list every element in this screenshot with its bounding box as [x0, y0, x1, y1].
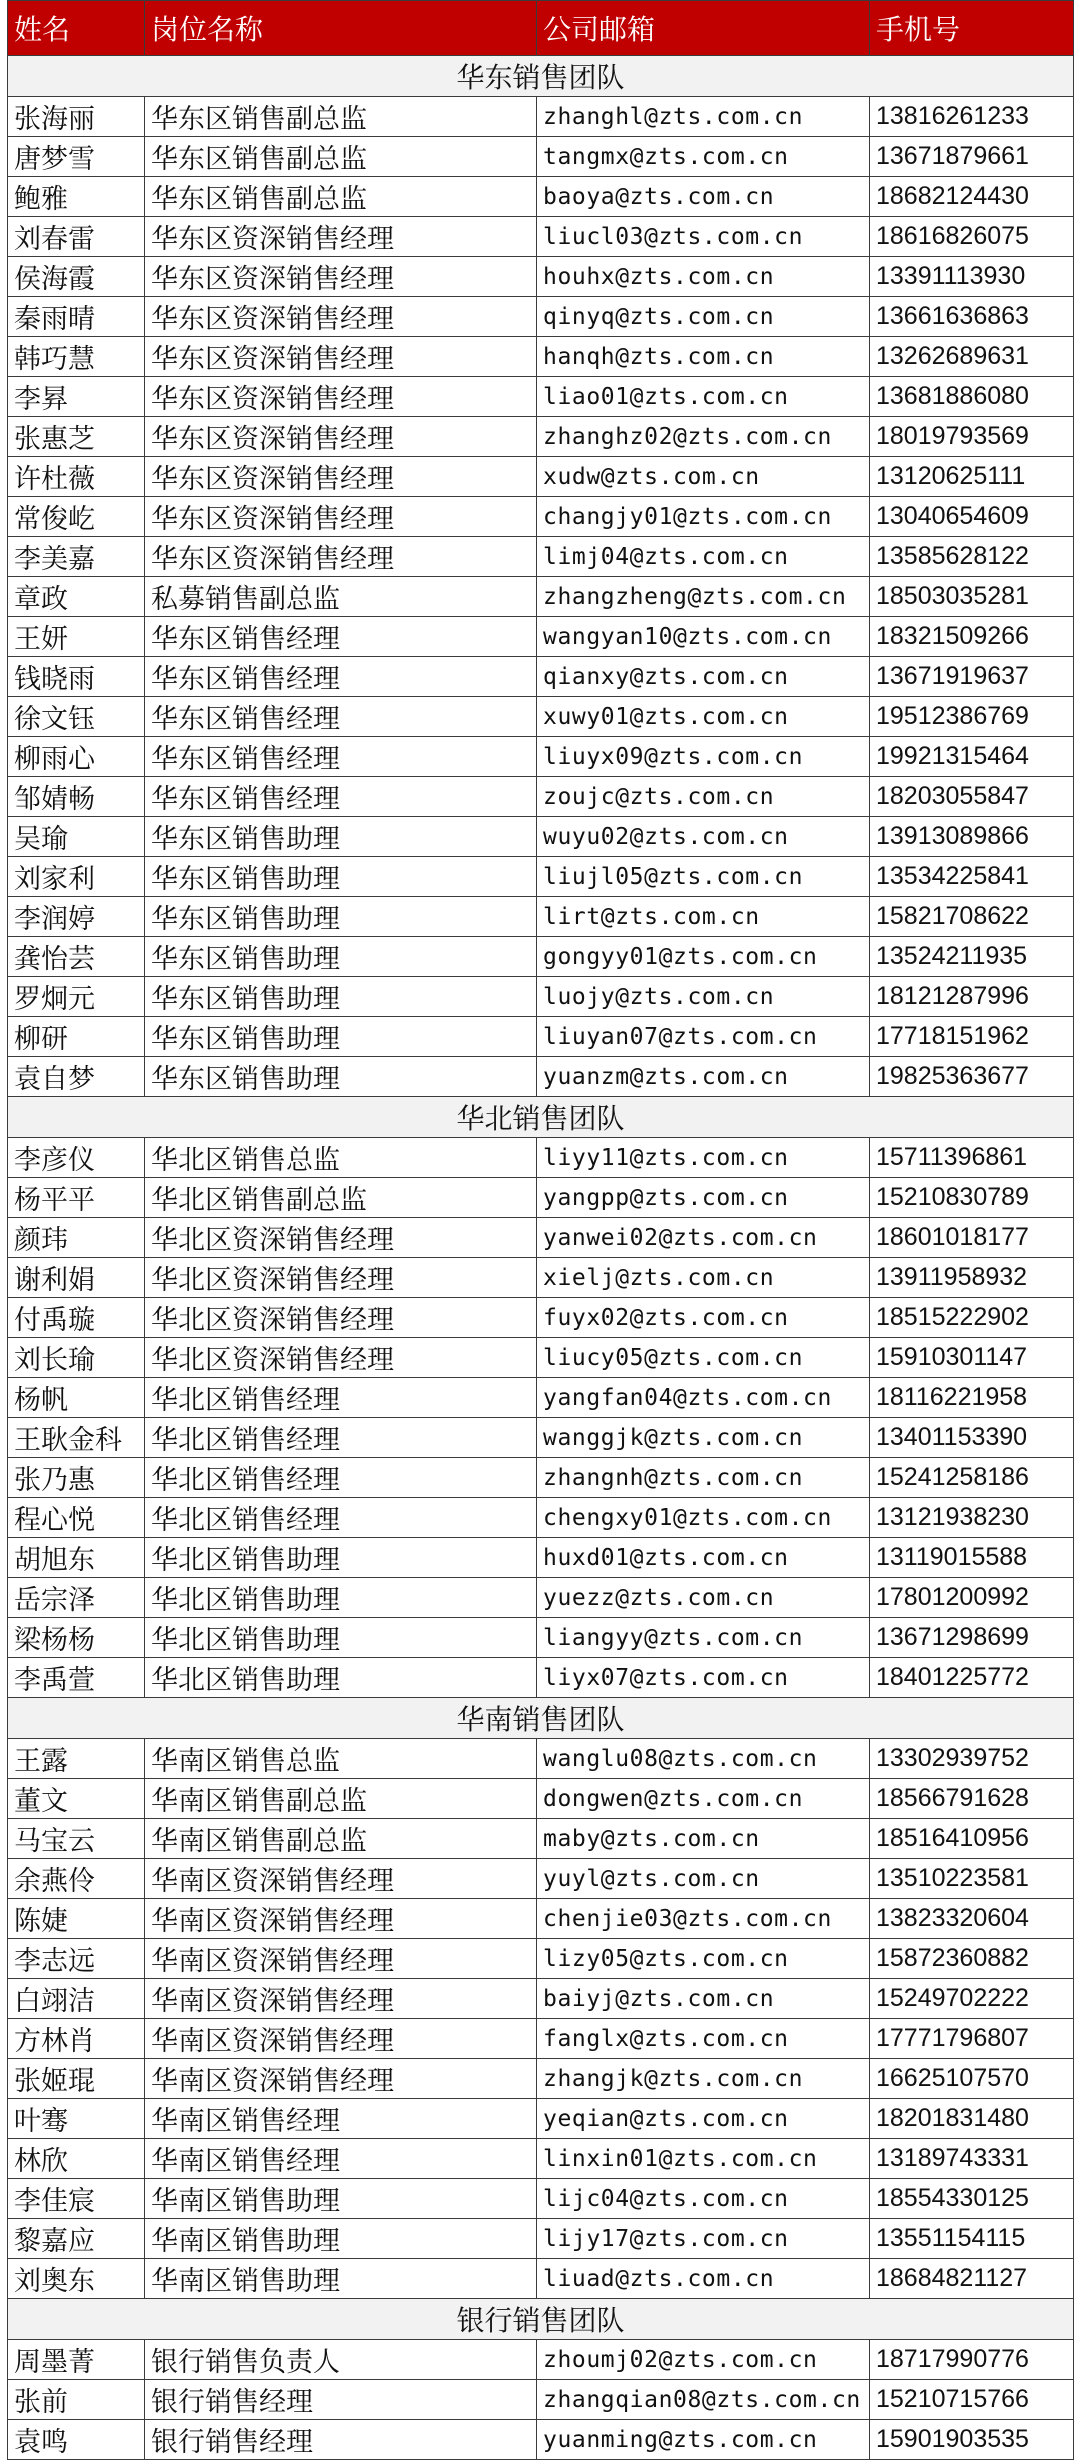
section-row: [8, 2299, 1074, 2340]
cell-name: 黎嘉应: [8, 2219, 145, 2259]
table-row: [8, 257, 1074, 297]
cell-email: wuyu02@zts.com.cn: [537, 817, 870, 857]
cell-phone: 16625107570: [870, 2059, 1074, 2099]
cell-email: wanglu08@zts.com.cn: [537, 1739, 870, 1779]
table-row: [8, 2139, 1074, 2179]
cell-title: 华北区销售总监: [145, 1138, 537, 1178]
cell-name: 李美嘉: [8, 537, 145, 577]
cell-name: 罗炯元: [8, 977, 145, 1017]
cell-title: 华北区资深销售经理: [145, 1338, 537, 1378]
table-row: [8, 897, 1074, 937]
cell-email: yuanming@zts.com.cn: [537, 2420, 870, 2460]
cell-name: 白翊洁: [8, 1979, 145, 2019]
cell-phone: 18116221958: [870, 1378, 1074, 1418]
cell-email: fanglx@zts.com.cn: [537, 2019, 870, 2059]
cell-phone: 18121287996: [870, 977, 1074, 1017]
table-row: [8, 2179, 1074, 2219]
cell-email: houhx@zts.com.cn: [537, 257, 870, 297]
table-row: [8, 2219, 1074, 2259]
table-row: [8, 2019, 1074, 2059]
cell-title: 华南区销售助理: [145, 2179, 537, 2219]
cell-title: 华东区资深销售经理: [145, 257, 537, 297]
table-row: [8, 497, 1074, 537]
cell-phone: 19921315464: [870, 737, 1074, 777]
table-row: [8, 1138, 1074, 1178]
cell-name: 钱晓雨: [8, 657, 145, 697]
cell-name: 柳研: [8, 1017, 145, 1057]
cell-name: 秦雨晴: [8, 297, 145, 337]
cell-name: 李润婷: [8, 897, 145, 937]
cell-email: yeqian@zts.com.cn: [537, 2099, 870, 2139]
table-row: [8, 657, 1074, 697]
cell-title: 华东区销售助理: [145, 1057, 537, 1097]
cell-title: 华北区销售助理: [145, 1658, 537, 1698]
table-row: [8, 1899, 1074, 1939]
cell-email: zhoumj02@zts.com.cn: [537, 2340, 870, 2380]
cell-phone: 18554330125: [870, 2179, 1074, 2219]
cell-email: zhanghl@zts.com.cn: [537, 97, 870, 137]
cell-phone: 13823320604: [870, 1899, 1074, 1939]
table-row: [8, 1057, 1074, 1097]
cell-title: 银行销售经理: [145, 2380, 537, 2420]
cell-name: 张乃惠: [8, 1458, 145, 1498]
cell-title: 华南区销售总监: [145, 1739, 537, 1779]
cell-name: 张前: [8, 2380, 145, 2420]
table-row: [8, 2099, 1074, 2139]
cell-email: liuyan07@zts.com.cn: [537, 1017, 870, 1057]
cell-title: 华北区销售经理: [145, 1458, 537, 1498]
cell-phone: 18717990776: [870, 2340, 1074, 2380]
section-title: 华南销售团队: [8, 1698, 1074, 1739]
table-row: [8, 2420, 1074, 2460]
table-row: [8, 2340, 1074, 2380]
cell-email: linxin01@zts.com.cn: [537, 2139, 870, 2179]
cell-title: 银行销售经理: [145, 2420, 537, 2460]
cell-phone: 13391113930: [870, 257, 1074, 297]
cell-title: 华南区资深销售经理: [145, 1939, 537, 1979]
cell-name: 谢利娟: [8, 1258, 145, 1298]
cell-email: yuyl@zts.com.cn: [537, 1859, 870, 1899]
cell-name: 王耿金科: [8, 1418, 145, 1458]
cell-phone: 15711396861: [870, 1138, 1074, 1178]
cell-email: lijy17@zts.com.cn: [537, 2219, 870, 2259]
cell-email: xudw@zts.com.cn: [537, 457, 870, 497]
cell-name: 张海丽: [8, 97, 145, 137]
cell-title: 华北区销售助理: [145, 1578, 537, 1618]
cell-phone: 18682124430: [870, 177, 1074, 217]
cell-title: 华东区销售经理: [145, 777, 537, 817]
cell-phone: 17718151962: [870, 1017, 1074, 1057]
table-row: [8, 1418, 1074, 1458]
table-row: [8, 977, 1074, 1017]
cell-email: hanqh@zts.com.cn: [537, 337, 870, 377]
cell-name: 杨帆: [8, 1378, 145, 1418]
cell-phone: 13911958932: [870, 1258, 1074, 1298]
cell-phone: 13671879661: [870, 137, 1074, 177]
cell-name: 邹婧畅: [8, 777, 145, 817]
cell-title: 华南区销售经理: [145, 2099, 537, 2139]
table-row: [8, 1178, 1074, 1218]
header-phone: 手机号: [870, 1, 1074, 56]
cell-email: yuanzm@zts.com.cn: [537, 1057, 870, 1097]
cell-name: 董文: [8, 1779, 145, 1819]
cell-email: yangfan04@zts.com.cn: [537, 1378, 870, 1418]
table-row: [8, 1218, 1074, 1258]
cell-phone: 13120625111: [870, 457, 1074, 497]
table-body: [8, 56, 1074, 2460]
cell-name: 常俊屹: [8, 497, 145, 537]
cell-phone: 18515222902: [870, 1298, 1074, 1338]
cell-title: 华东区资深销售经理: [145, 457, 537, 497]
table-row: [8, 1498, 1074, 1538]
cell-name: 鲍雅: [8, 177, 145, 217]
cell-title: 华东区资深销售经理: [145, 497, 537, 537]
cell-title: 华东区资深销售经理: [145, 297, 537, 337]
cell-email: yangpp@zts.com.cn: [537, 1178, 870, 1218]
cell-title: 华东区销售助理: [145, 857, 537, 897]
cell-title: 华东区销售助理: [145, 977, 537, 1017]
cell-title: 华东区销售助理: [145, 897, 537, 937]
table-row: [8, 1939, 1074, 1979]
cell-title: 华东区资深销售经理: [145, 337, 537, 377]
cell-phone: 13913089866: [870, 817, 1074, 857]
table-row: [8, 737, 1074, 777]
cell-email: zoujc@zts.com.cn: [537, 777, 870, 817]
cell-title: 华东区销售副总监: [145, 97, 537, 137]
table-row: [8, 697, 1074, 737]
cell-title: 华北区资深销售经理: [145, 1258, 537, 1298]
cell-phone: 15910301147: [870, 1338, 1074, 1378]
cell-title: 华北区销售经理: [145, 1378, 537, 1418]
cell-title: 华南区资深销售经理: [145, 2019, 537, 2059]
cell-title: 私募销售副总监: [145, 577, 537, 617]
cell-email: xuwy01@zts.com.cn: [537, 697, 870, 737]
cell-name: 胡旭东: [8, 1538, 145, 1578]
cell-email: liujl05@zts.com.cn: [537, 857, 870, 897]
section-title: 华北销售团队: [8, 1097, 1074, 1138]
cell-email: liyy11@zts.com.cn: [537, 1138, 870, 1178]
table-row: [8, 1578, 1074, 1618]
table-row: [8, 217, 1074, 257]
cell-title: 华南区销售经理: [145, 2139, 537, 2179]
table-row: [8, 1739, 1074, 1779]
cell-phone: 18019793569: [870, 417, 1074, 457]
table-header: [8, 1, 1074, 56]
cell-name: 陈婕: [8, 1899, 145, 1939]
cell-name: 刘奥东: [8, 2259, 145, 2299]
cell-title: 华北区资深销售经理: [145, 1298, 537, 1338]
cell-phone: 18516410956: [870, 1819, 1074, 1859]
section-title: 银行销售团队: [8, 2299, 1074, 2340]
cell-name: 王妍: [8, 617, 145, 657]
table-row: [8, 337, 1074, 377]
cell-email: lizy05@zts.com.cn: [537, 1939, 870, 1979]
cell-name: 许杜薇: [8, 457, 145, 497]
cell-phone: 13816261233: [870, 97, 1074, 137]
cell-email: baiyj@zts.com.cn: [537, 1979, 870, 2019]
cell-phone: 13121938230: [870, 1498, 1074, 1538]
table-row: [8, 1338, 1074, 1378]
cell-email: luojy@zts.com.cn: [537, 977, 870, 1017]
cell-name: 吴瑜: [8, 817, 145, 857]
table-row: [8, 417, 1074, 457]
section-row: [8, 1097, 1074, 1138]
cell-name: 周墨菁: [8, 2340, 145, 2380]
table-row: [8, 1618, 1074, 1658]
cell-name: 李昪: [8, 377, 145, 417]
cell-email: changjy01@zts.com.cn: [537, 497, 870, 537]
cell-phone: 13585628122: [870, 537, 1074, 577]
cell-title: 华南区销售副总监: [145, 1779, 537, 1819]
cell-email: fuyx02@zts.com.cn: [537, 1298, 870, 1338]
cell-name: 章政: [8, 577, 145, 617]
cell-phone: 13119015588: [870, 1538, 1074, 1578]
cell-phone: 13510223581: [870, 1859, 1074, 1899]
cell-title: 银行销售负责人: [145, 2340, 537, 2380]
cell-email: zhangjk@zts.com.cn: [537, 2059, 870, 2099]
cell-phone: 17801200992: [870, 1578, 1074, 1618]
table-row: [8, 1979, 1074, 2019]
cell-name: 余燕伶: [8, 1859, 145, 1899]
cell-name: 李禹萱: [8, 1658, 145, 1698]
cell-phone: 13534225841: [870, 857, 1074, 897]
cell-name: 张惠芝: [8, 417, 145, 457]
header-name: 姓名: [8, 1, 145, 56]
cell-email: maby@zts.com.cn: [537, 1819, 870, 1859]
cell-phone: 18401225772: [870, 1658, 1074, 1698]
header-email: 公司邮箱: [537, 1, 870, 56]
table-row: [8, 1378, 1074, 1418]
cell-title: 华北区销售助理: [145, 1618, 537, 1658]
cell-name: 杨平平: [8, 1178, 145, 1218]
cell-phone: 13262689631: [870, 337, 1074, 377]
cell-name: 张姬琨: [8, 2059, 145, 2099]
cell-phone: 13524211935: [870, 937, 1074, 977]
cell-email: zhanghz02@zts.com.cn: [537, 417, 870, 457]
cell-email: zhangqian08@zts.com.cn: [537, 2380, 870, 2420]
cell-email: liuyx09@zts.com.cn: [537, 737, 870, 777]
cell-phone: 15901903535: [870, 2420, 1074, 2460]
cell-phone: 18601018177: [870, 1218, 1074, 1258]
cell-phone: 18684821127: [870, 2259, 1074, 2299]
table-row: [8, 577, 1074, 617]
table-row: [8, 177, 1074, 217]
header-row: [8, 1, 1074, 56]
cell-name: 刘家利: [8, 857, 145, 897]
cell-title: 华东区资深销售经理: [145, 537, 537, 577]
cell-name: 岳宗泽: [8, 1578, 145, 1618]
cell-title: 华东区销售副总监: [145, 177, 537, 217]
cell-title: 华南区资深销售经理: [145, 1899, 537, 1939]
cell-phone: 18616826075: [870, 217, 1074, 257]
cell-phone: 15210715766: [870, 2380, 1074, 2420]
cell-title: 华北区资深销售经理: [145, 1218, 537, 1258]
table-row: [8, 457, 1074, 497]
table-row: [8, 137, 1074, 177]
cell-email: yuezz@zts.com.cn: [537, 1578, 870, 1618]
cell-email: lirt@zts.com.cn: [537, 897, 870, 937]
contact-table-container: [7, 0, 1073, 2460]
table-row: [8, 1458, 1074, 1498]
cell-email: liuad@zts.com.cn: [537, 2259, 870, 2299]
cell-title: 华东区销售经理: [145, 657, 537, 697]
cell-name: 叶骞: [8, 2099, 145, 2139]
cell-email: wanggjk@zts.com.cn: [537, 1418, 870, 1458]
cell-title: 华东区销售经理: [145, 617, 537, 657]
table-row: [8, 1017, 1074, 1057]
cell-name: 刘春雷: [8, 217, 145, 257]
cell-title: 华南区销售助理: [145, 2219, 537, 2259]
cell-phone: 19825363677: [870, 1057, 1074, 1097]
table-row: [8, 1538, 1074, 1578]
cell-phone: 13671919637: [870, 657, 1074, 697]
cell-phone: 18201831480: [870, 2099, 1074, 2139]
cell-phone: 13040654609: [870, 497, 1074, 537]
cell-title: 华南区销售助理: [145, 2259, 537, 2299]
cell-email: tangmx@zts.com.cn: [537, 137, 870, 177]
cell-phone: 17771796807: [870, 2019, 1074, 2059]
cell-phone: 13551154115: [870, 2219, 1074, 2259]
cell-name: 王露: [8, 1739, 145, 1779]
cell-name: 侯海霞: [8, 257, 145, 297]
cell-email: liyx07@zts.com.cn: [537, 1658, 870, 1698]
cell-email: zhangzheng@zts.com.cn: [537, 577, 870, 617]
cell-title: 华东区销售助理: [145, 817, 537, 857]
table-row: [8, 2059, 1074, 2099]
cell-title: 华北区销售副总监: [145, 1178, 537, 1218]
cell-phone: 15249702222: [870, 1979, 1074, 2019]
contact-table: [7, 0, 1074, 2460]
cell-title: 华南区资深销售经理: [145, 2059, 537, 2099]
cell-email: wangyan10@zts.com.cn: [537, 617, 870, 657]
cell-phone: 15821708622: [870, 897, 1074, 937]
cell-phone: 18566791628: [870, 1779, 1074, 1819]
cell-email: liucy05@zts.com.cn: [537, 1338, 870, 1378]
cell-title: 华东区销售助理: [145, 937, 537, 977]
cell-phone: 15872360882: [870, 1939, 1074, 1979]
cell-title: 华东区资深销售经理: [145, 417, 537, 457]
cell-phone: 13401153390: [870, 1418, 1074, 1458]
table-row: [8, 1859, 1074, 1899]
cell-phone: 18503035281: [870, 577, 1074, 617]
cell-title: 华东区销售经理: [145, 697, 537, 737]
section-row: [8, 56, 1074, 97]
cell-email: limj04@zts.com.cn: [537, 537, 870, 577]
cell-email: chengxy01@zts.com.cn: [537, 1498, 870, 1538]
cell-phone: 13189743331: [870, 2139, 1074, 2179]
table-row: [8, 377, 1074, 417]
cell-name: 林欣: [8, 2139, 145, 2179]
cell-email: zhangnh@zts.com.cn: [537, 1458, 870, 1498]
cell-name: 方林肖: [8, 2019, 145, 2059]
cell-name: 唐梦雪: [8, 137, 145, 177]
cell-name: 马宝云: [8, 1819, 145, 1859]
cell-title: 华北区销售经理: [145, 1418, 537, 1458]
cell-phone: 19512386769: [870, 697, 1074, 737]
cell-title: 华东区资深销售经理: [145, 217, 537, 257]
cell-name: 李彦仪: [8, 1138, 145, 1178]
cell-email: liao01@zts.com.cn: [537, 377, 870, 417]
cell-email: liucl03@zts.com.cn: [537, 217, 870, 257]
table-row: [8, 97, 1074, 137]
section-row: [8, 1698, 1074, 1739]
cell-email: lijc04@zts.com.cn: [537, 2179, 870, 2219]
cell-name: 柳雨心: [8, 737, 145, 777]
cell-name: 付禹璇: [8, 1298, 145, 1338]
table-row: [8, 1658, 1074, 1698]
table-row: [8, 1258, 1074, 1298]
cell-name: 韩巧慧: [8, 337, 145, 377]
section-title: 华东销售团队: [8, 56, 1074, 97]
table-row: [8, 617, 1074, 657]
cell-email: gongyy01@zts.com.cn: [537, 937, 870, 977]
table-row: [8, 1819, 1074, 1859]
cell-phone: 15210830789: [870, 1178, 1074, 1218]
cell-name: 袁鸣: [8, 2420, 145, 2460]
table-row: [8, 857, 1074, 897]
cell-name: 李志远: [8, 1939, 145, 1979]
cell-title: 华南区销售副总监: [145, 1819, 537, 1859]
cell-phone: 18203055847: [870, 777, 1074, 817]
table-row: [8, 937, 1074, 977]
table-row: [8, 2259, 1074, 2299]
table-row: [8, 1298, 1074, 1338]
cell-phone: 18321509266: [870, 617, 1074, 657]
cell-email: huxd01@zts.com.cn: [537, 1538, 870, 1578]
cell-phone: 15241258186: [870, 1458, 1074, 1498]
cell-email: liangyy@zts.com.cn: [537, 1618, 870, 1658]
cell-email: chenjie03@zts.com.cn: [537, 1899, 870, 1939]
cell-email: baoya@zts.com.cn: [537, 177, 870, 217]
cell-name: 袁自梦: [8, 1057, 145, 1097]
cell-name: 徐文钰: [8, 697, 145, 737]
cell-title: 华北区销售助理: [145, 1538, 537, 1578]
cell-email: qianxy@zts.com.cn: [537, 657, 870, 697]
cell-email: qinyq@zts.com.cn: [537, 297, 870, 337]
cell-title: 华东区销售经理: [145, 737, 537, 777]
cell-name: 颜玮: [8, 1218, 145, 1258]
cell-phone: 13661636863: [870, 297, 1074, 337]
cell-title: 华东区资深销售经理: [145, 377, 537, 417]
cell-email: yanwei02@zts.com.cn: [537, 1218, 870, 1258]
table-row: [8, 2380, 1074, 2420]
cell-phone: 13671298699: [870, 1618, 1074, 1658]
cell-email: xielj@zts.com.cn: [537, 1258, 870, 1298]
cell-name: 刘长瑜: [8, 1338, 145, 1378]
table-row: [8, 1779, 1074, 1819]
cell-title: 华北区销售经理: [145, 1498, 537, 1538]
cell-phone: 13302939752: [870, 1739, 1074, 1779]
cell-title: 华东区销售副总监: [145, 137, 537, 177]
cell-name: 梁杨杨: [8, 1618, 145, 1658]
cell-name: 李佳宸: [8, 2179, 145, 2219]
cell-title: 华南区资深销售经理: [145, 1859, 537, 1899]
cell-title: 华南区资深销售经理: [145, 1979, 537, 2019]
table-row: [8, 777, 1074, 817]
table-row: [8, 297, 1074, 337]
cell-email: dongwen@zts.com.cn: [537, 1779, 870, 1819]
table-row: [8, 537, 1074, 577]
cell-phone: 13681886080: [870, 377, 1074, 417]
header-title: 岗位名称: [145, 1, 537, 56]
cell-name: 程心悦: [8, 1498, 145, 1538]
cell-name: 龚怡芸: [8, 937, 145, 977]
cell-title: 华东区销售助理: [145, 1017, 537, 1057]
table-row: [8, 817, 1074, 857]
